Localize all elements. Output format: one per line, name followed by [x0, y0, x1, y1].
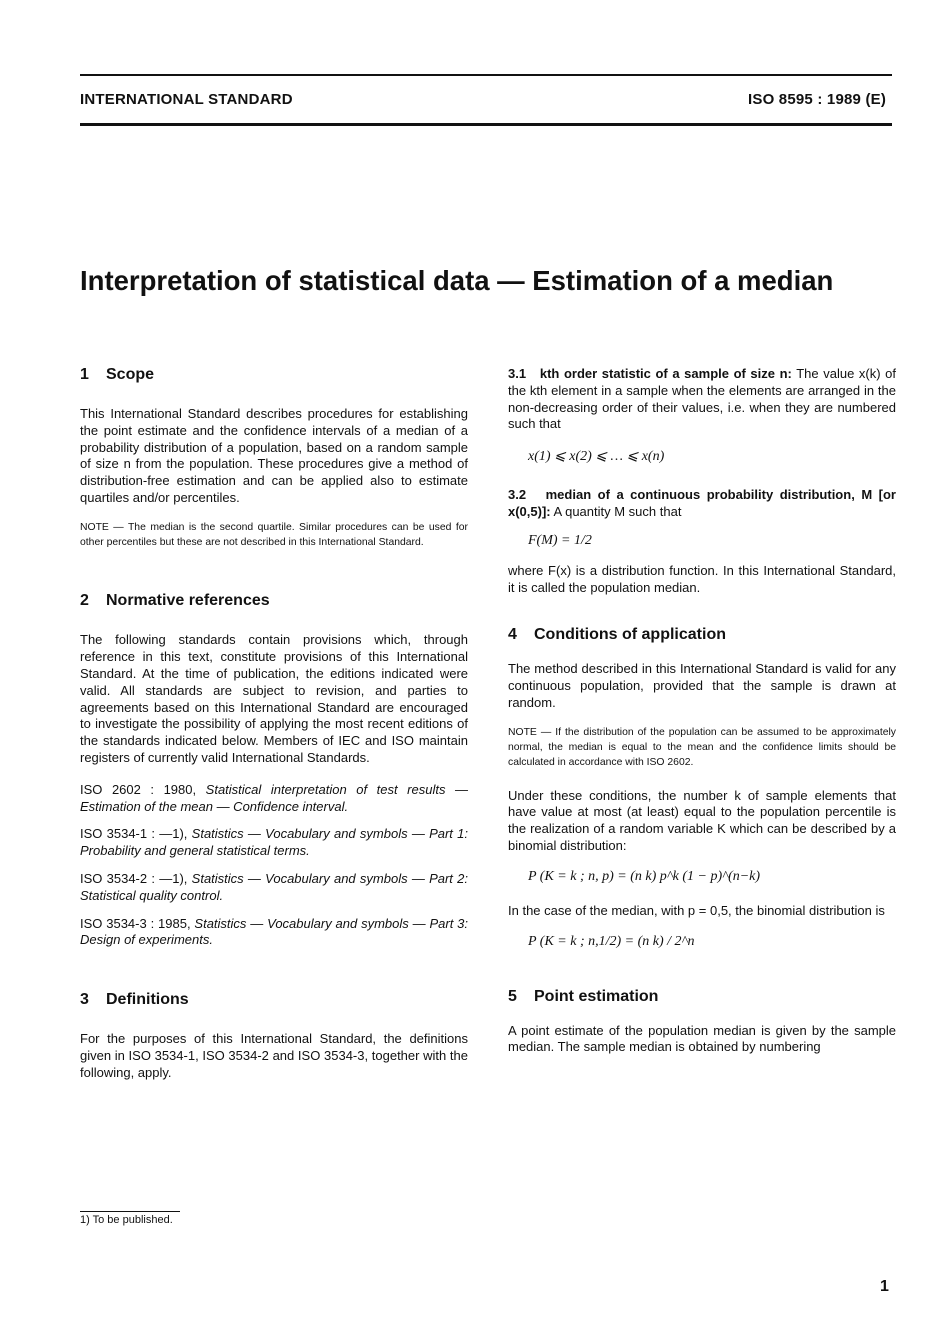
page-number: 1 [880, 1278, 889, 1295]
definitions-paragraph: For the purposes of this International Standard, the definitions given in ISO 3534-1, ISO 3534-2 and ISO 3534-3, together with the following, apply. [80, 1031, 468, 1080]
definition-3-2: 3.2 median of a continuous probability distribution, M [or x(0,5)]: A quantity M such that [508, 487, 896, 519]
reference-iso-3534-1: ISO 3534-1 : —1), Statistics — Vocabulary and symbols — Part 1: Probability and general statistical terms. [80, 826, 469, 859]
reference-iso-2602: ISO 2602 : 1980, Statistical interpretation of test results — Estimation of the mean — Confidence interval. [80, 781, 468, 814]
point-estimation-paragraph: A point estimate of the population median is given by the sample median. The sample median is obtained by numbering [508, 1022, 896, 1055]
median-definition-formula: F(M) = 1/2 [528, 532, 592, 548]
reference-iso-3534-3: ISO 3534-3 : 1985, Statistics — Vocabulary and symbols — Part 3: Design of experiments. [80, 915, 468, 948]
header-standard-number: ISO 8595 : 1989 (E) [748, 91, 887, 108]
distribution-function-paragraph: where F(x) is a distribution function. In this International Standard, it is called the population median. [508, 562, 896, 595]
section-2-heading: 2 Normative references [80, 592, 270, 610]
right-column [508, 366, 896, 1056]
conditions-note: NOTE — If the distribution of the population can be assumed to be approximately normal, the median is equal to the mean and the confidence limits should be calculated in accordance with ISO 2602. [508, 726, 896, 769]
median-binomial-formula: P (K = k ; n,1/2) = (n k) / 2^n [528, 933, 695, 949]
binomial-formula: P (K = k ; n, p) = (n k) p^k (1 − p)^(n−k) [528, 868, 761, 884]
normative-references-paragraph: The following standards contain provisions which, through reference in this text, constitute provisions of this International Standard. At the time of publication, the editions indicated were valid. All standards are subject to revision, and parties to agreements based on this International Standard are encouraged to investigate the possibility of applying the most recent editions of the standards indicated below. Members of IEC and ISO maintain registers of currently valid International Standards. [80, 632, 468, 765]
conditions-paragraph: The method described in this International Standard is valid for any continuous population, provided that the sample is drawn at random. [508, 661, 896, 710]
document-title: Interpretation of statistical data — Estimation of a median [80, 265, 834, 296]
scope-note: NOTE — The median is the second quartile. Similar procedures can be used for other percentiles but these are not described in this International Standard. [80, 521, 468, 549]
section-5-heading: 5 Point estimation [508, 987, 659, 1005]
median-case-paragraph: In the case of the median, with p = 0,5, the binomial distribution is [508, 902, 885, 918]
header-bottom-rule [80, 123, 892, 126]
order-statistic-formula: x(1) ⩽ x(2) ⩽ … ⩽ x(n) [528, 449, 665, 465]
section-3-heading: 3 Definitions [80, 991, 189, 1009]
scope-paragraph: This International Standard describes procedures for establishing the point estimate and the confidence intervals of a median of a probability distribution of a population, based on a random sample of size n from the population. These procedures give a method of distribution-free estimation and can be applied also to estimate quartiles and/or percentiles. [80, 406, 468, 505]
header-standard-type: INTERNATIONAL STANDARD [80, 91, 293, 108]
binomial-paragraph: Under these conditions, the number k of sample elements that have value at most (at least) equal to the population percentile is the realization of a random variable K which can be described by a binomial distribution: [508, 787, 896, 854]
top-rule [80, 74, 892, 76]
left-column [80, 366, 468, 1082]
footnote-rule [80, 1211, 180, 1212]
reference-iso-3534-2: ISO 3534-2 : —1), Statistics — Vocabulary and symbols — Part 2: Statistical quality control. [80, 870, 469, 903]
section-4-heading: 4 Conditions of application [508, 626, 726, 644]
section-1-heading: 1 Scope [80, 366, 155, 383]
definition-3-1: 3.1 kth order statistic of a sample of size n: The value x(k) of the kth element in a sample when the elements are arranged in the non-decreasing order of their values, i.e. when they are numbered such that [508, 366, 896, 432]
footnote: 1) To be published. [80, 1214, 173, 1226]
